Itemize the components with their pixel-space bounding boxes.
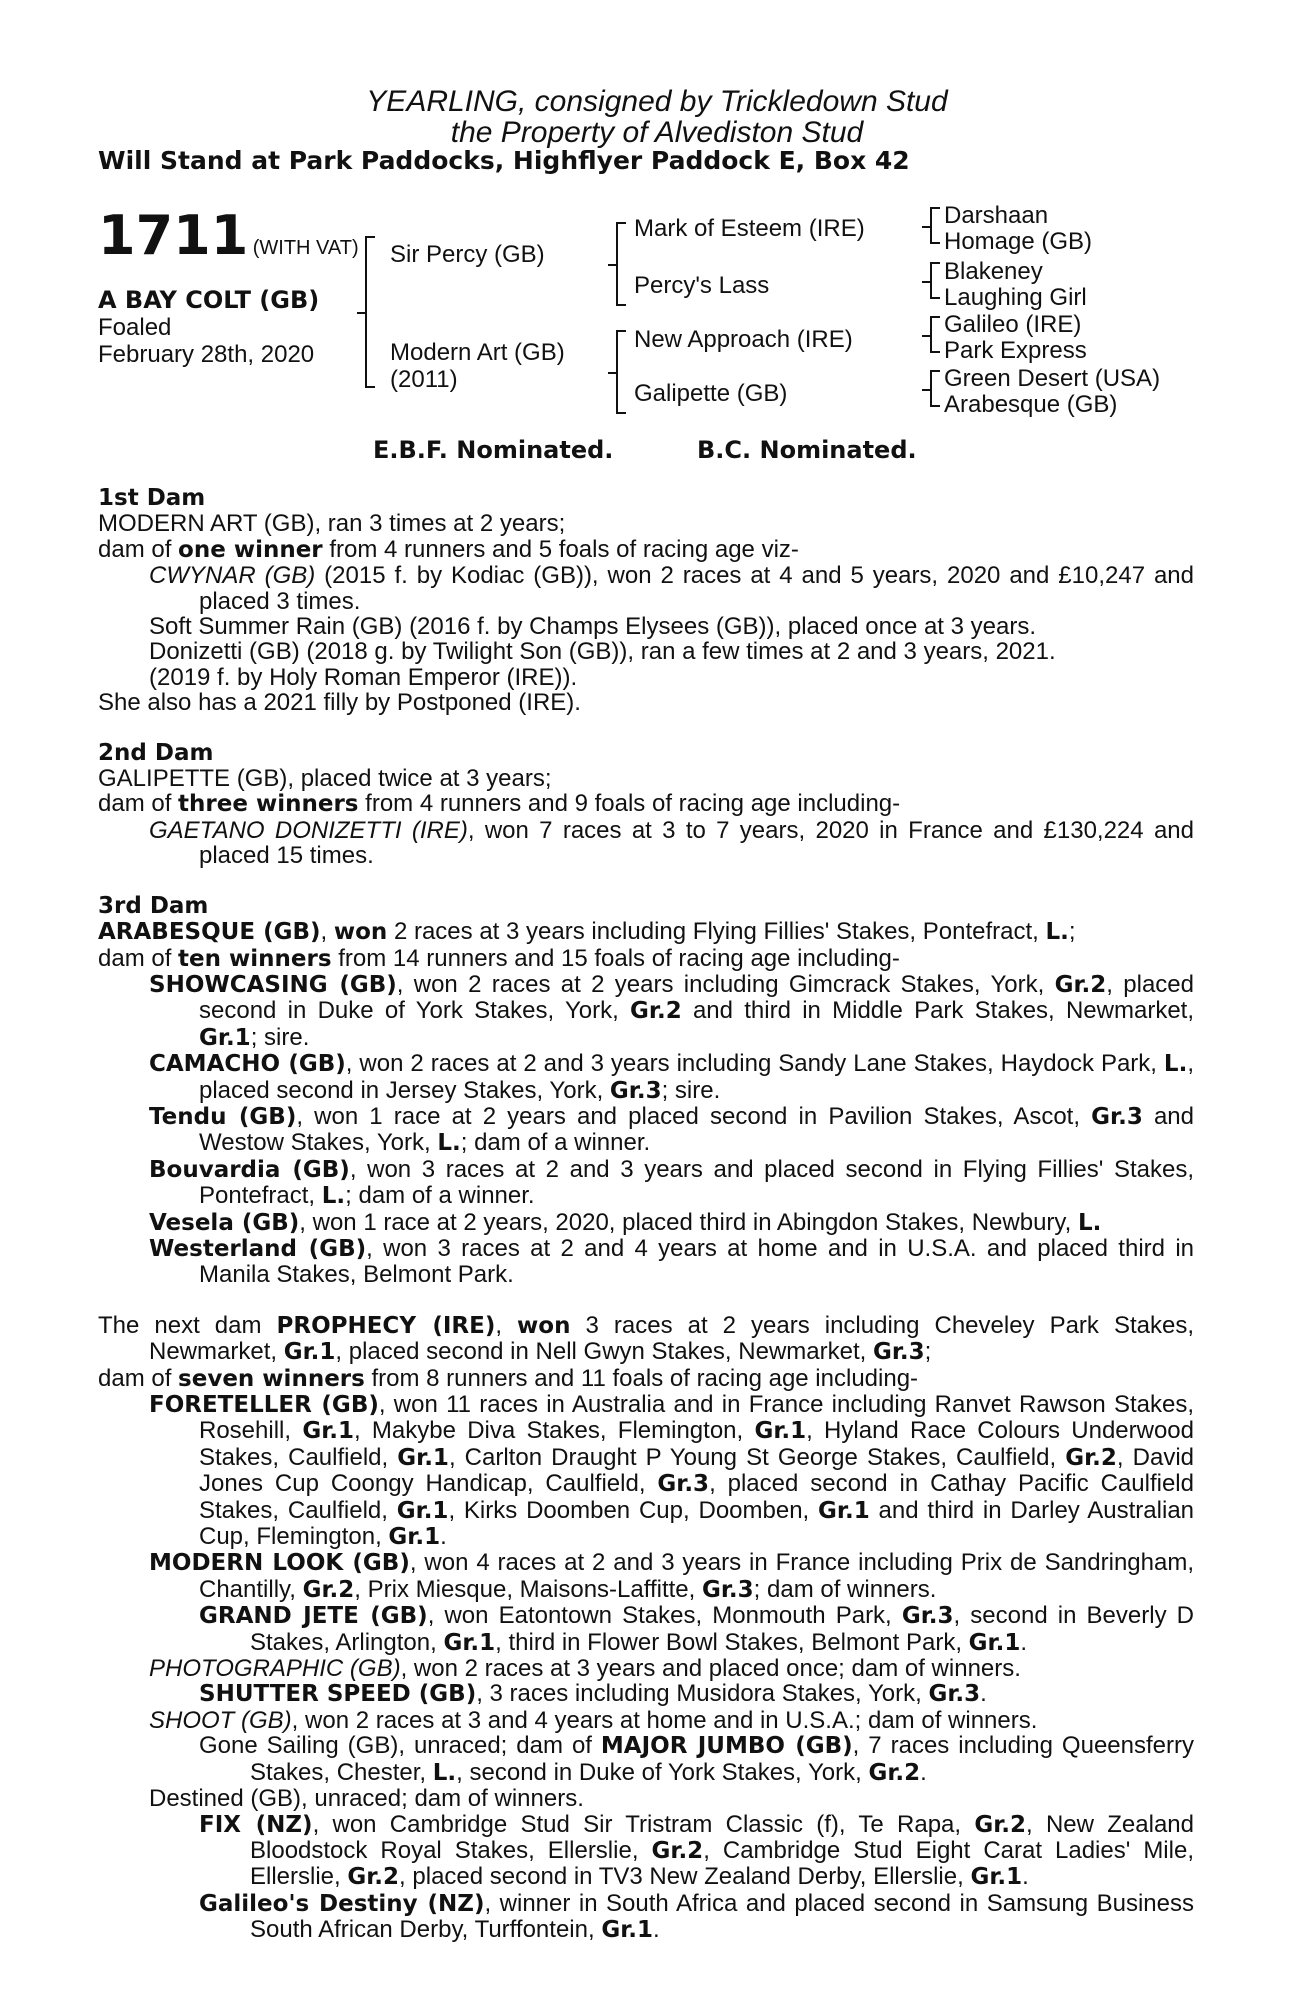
sire-name: Sir Percy (GB) xyxy=(390,241,545,268)
dam-name: Modern Art (GB) xyxy=(390,339,565,366)
ped-dds: Green Desert (USA) xyxy=(944,365,1161,392)
ped-ssd: Homage (GB) xyxy=(944,228,1093,255)
first-dam-also: She also has a 2021 filly by Postponed (IRE). xyxy=(98,689,581,717)
dam-dam-name: Galipette (GB) xyxy=(634,380,788,407)
dam-year: (2011) xyxy=(390,366,458,393)
bc-nomination: B.C. Nominated. xyxy=(697,436,917,464)
lot-number: 1711 xyxy=(98,204,249,267)
produce-tendu: Tendu (GB), won 1 race at 2 years and placed second in Pavilion Stakes, Ascot, Gr.3 and Westow Stakes, York, L.; dam of a winner. xyxy=(149,1102,1194,1157)
first-dam-heading: 1st Dam xyxy=(98,485,206,511)
sire-dam-name: Percy's Lass xyxy=(634,272,770,299)
pedigree-brace-dam xyxy=(616,330,626,414)
produce-photographic: PHOTOGRAPHIC (GB), won 2 races at 3 years and placed once; dam of winners. xyxy=(149,1655,1021,1683)
pedigree-brace-ds xyxy=(930,316,940,353)
first-dam-produce-line: dam of one winner from 4 runners and 5 foals of racing age viz- xyxy=(98,535,799,563)
produce-donizetti: Donizetti (GB) (2018 g. by Twilight Son (GB)), ran a few times at 2 and 3 years, 2021. xyxy=(149,638,1056,666)
produce-shutter-speed: SHUTTER SPEED (GB), 3 races including Musidora Stakes, York, Gr.3. xyxy=(199,1680,987,1708)
produce-foreteller: FORETELLER (GB), won 11 races in Australia and in France including Ranvet Rawson Stakes, Rosehill, Gr.1, Makybe Diva Stakes, Flemington, Gr.1, Hyland Race Colours Underwood Stakes, Caulfield, Gr.1, Carlton Draught P Young St George Stakes, Caulfield, Gr.2, David Jones Cup Coongy Handicap, Caulfield, Gr.3, placed second in Cathay Pacific Caulfield Stakes, Caulfield, Gr.1, Kirks Doomben Cup, Doomben, Gr.1 and third in Darley Australian Cup, Flemington, Gr.1. xyxy=(149,1391,1195,1551)
produce-cwynar: CWYNAR (GB) (2015 f. by Kodiac (GB)), won 2 races at 4 and 5 years, 2020 and £10,247 and placed 3 times. xyxy=(149,562,1194,615)
catalogue-body xyxy=(98,486,1194,1944)
produce-showcasing: SHOWCASING (GB), won 2 races at 2 years including Gimcrack Stakes, York, Gr.2, placed second in Duke of York Stakes, York, Gr.2 and third in Middle Park Stakes, Newmarket, Gr.1; sire. xyxy=(149,970,1194,1051)
ped-sds: Blakeney xyxy=(944,258,1043,285)
pedigree-brace-sire xyxy=(616,222,626,306)
produce-vesela: Vesela (GB), won 1 race at 2 years, 2020, placed third in Abingdon Stakes, Newbury, L. xyxy=(149,1208,1102,1236)
produce-gaetano-donizetti: GAETANO DONIZETTI (IRE), won 7 races at 3 to 7 years, 2020 in France and £130,224 and placed 15 times. xyxy=(149,816,1194,870)
produce-destined: Destined (GB), unraced; dam of winners. xyxy=(149,1785,584,1813)
pedigree-brace-dd xyxy=(930,370,940,407)
produce-fix: FIX (NZ), won Cambridge Stud Sir Tristram Classic (f), Te Rapa, Gr.2, New Zealand Bloodstock Royal Stakes, Ellerslie, Gr.2, Cambridge Stud Eight Carat Ladies' Mile, Ellerslie, Gr.2, placed second in TV3 New Zealand Derby, Ellerslie, Gr.1. xyxy=(199,1810,1194,1891)
ped-ddd: Arabesque (GB) xyxy=(944,391,1118,418)
sire-sire-name: Mark of Esteem (IRE) xyxy=(634,215,865,242)
next-dam-line: The next dam PROPHECY (IRE), won 3 races at 2 years including Cheveley Park Stakes, Newmarket, Gr.1, placed second in Nell Gwyn Stakes, Newmarket, Gr.3; xyxy=(98,1311,1194,1366)
vat-note: (WITH VAT) xyxy=(252,237,359,259)
lot-description: A BAY COLT (GB) xyxy=(98,286,320,314)
produce-bouvardia: Bouvardia (GB), won 3 races at 2 and 3 years and placed second in Flying Fillies' Stakes, Pontefract, L.; dam of a winner. xyxy=(149,1155,1194,1210)
second-dam-heading: 2nd Dam xyxy=(98,739,214,766)
ped-dsd: Park Express xyxy=(944,337,1087,364)
pedigree-brace-ss xyxy=(930,207,940,244)
ped-dss: Galileo (IRE) xyxy=(944,311,1082,338)
foaled-date: February 28th, 2020 xyxy=(98,341,315,368)
second-dam-line: GALIPETTE (GB), placed twice at 3 years; xyxy=(98,765,552,793)
property-line: the Property of Alvediston Stud xyxy=(450,116,864,149)
produce-grand-jete: GRAND JETE (GB), won Eatontown Stakes, Monmouth Park, Gr.3, second in Beverly D Stakes, Arlington, Gr.1, third in Flower Bowl Stakes, Belmont Park, Gr.1. xyxy=(199,1602,1194,1656)
produce-2019-filly: (2019 f. by Holy Roman Emperor (IRE)). xyxy=(149,663,578,691)
produce-galileos-destiny: Galileo's Destiny (NZ), winner in South Africa and placed second in Samsung Business South African Derby, Turffontein, Gr.1. xyxy=(199,1889,1194,1944)
produce-soft-summer-rain: Soft Summer Rain (GB) (2016 f. by Champs Elysees (GB)), placed once at 3 years. xyxy=(149,613,1037,641)
stand-location: Will Stand at Park Paddocks, Highflyer Paddock E, Box 42 xyxy=(98,146,910,175)
third-dam-heading: 3rd Dam xyxy=(98,892,209,919)
produce-westerland: Westerland (GB), won 3 races at 2 and 4 years at home and in U.S.A. and placed third in Manila Stakes, Belmont Park. xyxy=(149,1234,1194,1289)
pedigree-brace-main xyxy=(365,236,375,388)
ped-sdd: Laughing Girl xyxy=(944,284,1087,311)
third-dam-produce-line: dam of ten winners from 14 runners and 15 foals of racing age including- xyxy=(98,944,900,972)
produce-shoot: SHOOT (GB), won 2 races at 3 and 4 years at home and in U.S.A.; dam of winners. xyxy=(149,1706,1038,1734)
second-dam-produce-line: dam of three winners from 4 runners and 9 foals of racing age including- xyxy=(98,790,901,818)
foaled-label: Foaled xyxy=(98,314,172,341)
next-dam-produce-line: dam of seven winners from 8 runners and 11 foals of racing age including- xyxy=(98,1364,919,1392)
ebf-nomination: E.B.F. Nominated. xyxy=(373,436,614,464)
pedigree-brace-sd xyxy=(930,262,940,299)
produce-camacho: CAMACHO (GB), won 2 races at 2 and 3 years including Sandy Lane Stakes, Haydock Park, L., placed second in Jersey Stakes, York, Gr.3; sire. xyxy=(149,1050,1194,1104)
lot-heading xyxy=(98,204,359,267)
dam-sire-name: New Approach (IRE) xyxy=(634,326,853,353)
consignment-line: YEARLING, consigned by Trickledown Stud xyxy=(366,85,948,118)
produce-gone-sailing: Gone Sailing (GB), unraced; dam of MAJOR JUMBO (GB), 7 races including Queensferry Stakes, Chester, L., second in Duke of York Stakes, York, Gr.2. xyxy=(199,1732,1194,1786)
produce-modern-look: MODERN LOOK (GB), won 4 races at 2 and 3 years in France including Prix de Sandringham, Chantilly, Gr.2, Prix Miesque, Maisons-Laffitte, Gr.3; dam of winners. xyxy=(149,1549,1194,1603)
third-dam-line: ARABESQUE (GB), won 2 races at 3 years including Flying Fillies' Stakes, Pontefract, L.; xyxy=(98,918,1076,946)
first-dam-line: MODERN ART (GB), ran 3 times at 2 years; xyxy=(98,510,566,538)
ped-sss: Darshaan xyxy=(944,202,1049,229)
